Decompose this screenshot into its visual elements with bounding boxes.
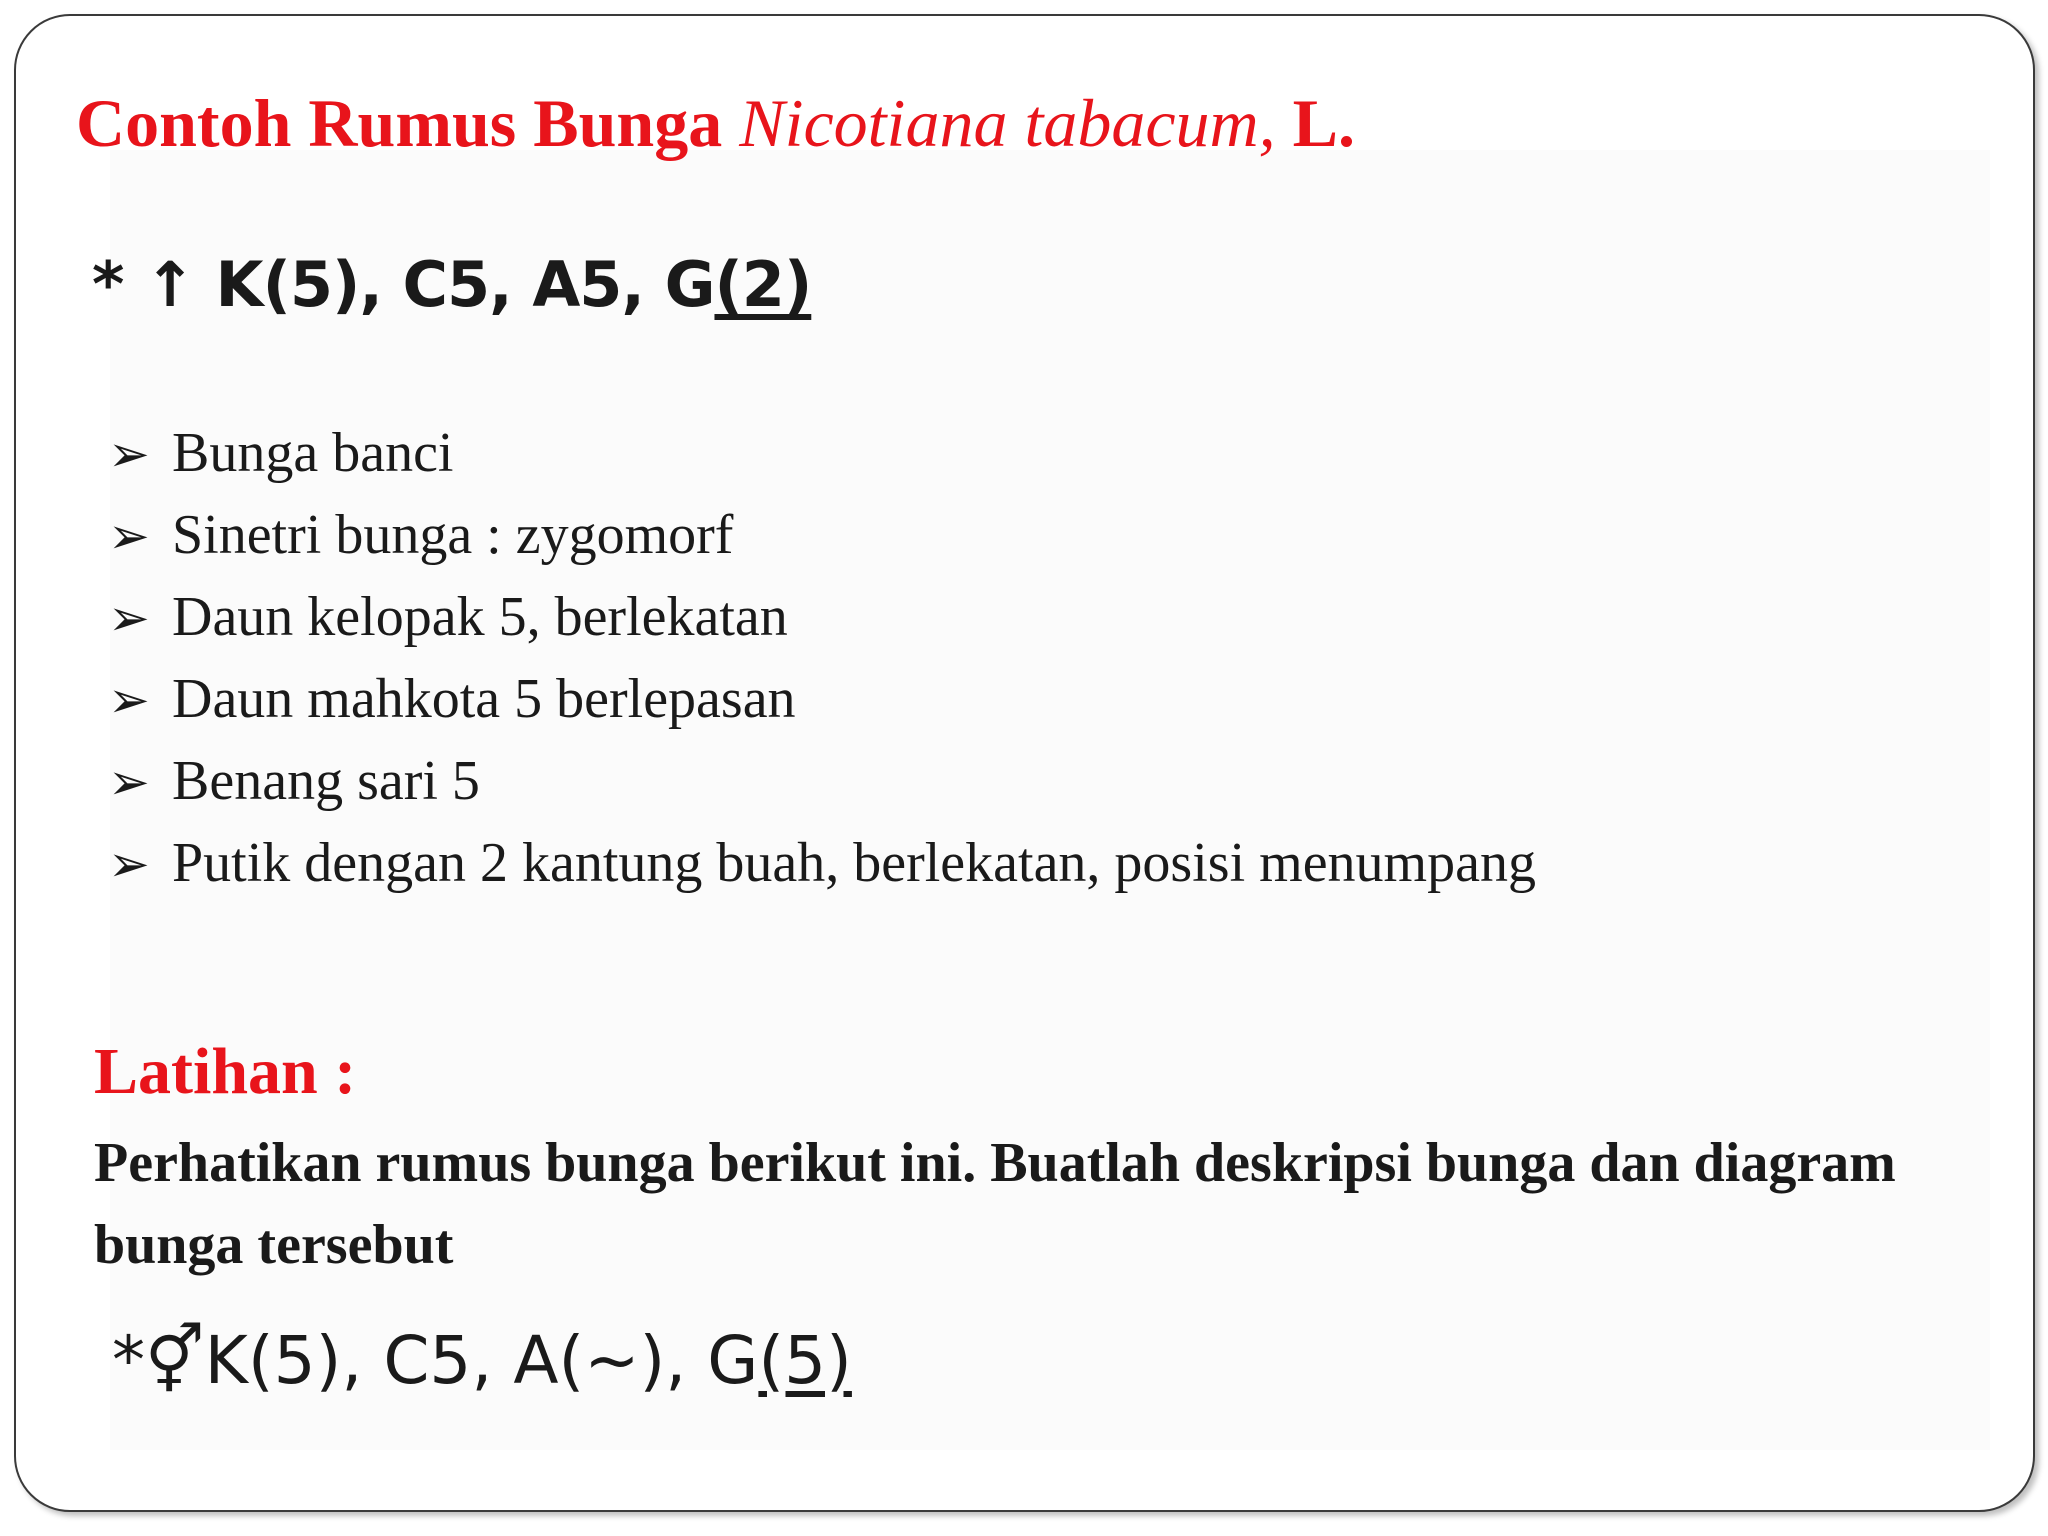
slide-title <box>76 86 1355 161</box>
list-item-text: Putik dengan 2 kantung buah, berlekatan, posisi menumpang <box>172 832 1536 894</box>
list-item <box>108 576 1536 658</box>
exercise-instruction: Perhatikan rumus bunga berikut ini. Buatlah deskripsi bunga dan diagram bunga tersebut <box>94 1132 1896 1276</box>
title-prefix: Contoh Rumus Bunga <box>76 85 740 161</box>
list-item <box>108 740 1536 822</box>
arrow-bullet-icon: ➢ <box>108 425 150 483</box>
list-item-text: Sinetri bunga : zygomorf <box>172 504 734 566</box>
title-suffix: L. <box>1275 85 1355 161</box>
arrow-bullet-icon: ➢ <box>108 671 150 729</box>
exercise-heading: Latihan : <box>94 1035 357 1108</box>
arrow-bullet-icon: ➢ <box>108 589 150 647</box>
list-item-text: Daun kelopak 5, berlekatan <box>172 586 788 648</box>
arrow-bullet-icon: ➢ <box>108 507 150 565</box>
list-item <box>108 494 1536 576</box>
description-list <box>108 412 1536 904</box>
formula-exercise-ovary: (5) <box>758 1322 852 1399</box>
formula-exercise-main: *⚥K(5), C5, A(~), G <box>112 1322 759 1399</box>
list-item-text: Bunga banci <box>172 422 454 484</box>
title-species-name: Nicotiana tabacum, <box>739 85 1276 161</box>
list-item <box>108 412 1536 494</box>
formula-example-main: * ↑ K(5), C5, A5, G <box>92 248 715 321</box>
flower-formula-example <box>92 248 811 321</box>
list-item-text: Benang sari 5 <box>172 750 480 812</box>
flower-formula-exercise <box>112 1322 852 1399</box>
list-item <box>108 658 1536 740</box>
arrow-bullet-icon: ➢ <box>108 753 150 811</box>
formula-example-ovary: (2) <box>714 248 812 321</box>
list-item <box>108 822 1536 904</box>
arrow-bullet-icon: ➢ <box>108 835 150 893</box>
list-item-text: Daun mahkota 5 berlepasan <box>172 668 796 730</box>
